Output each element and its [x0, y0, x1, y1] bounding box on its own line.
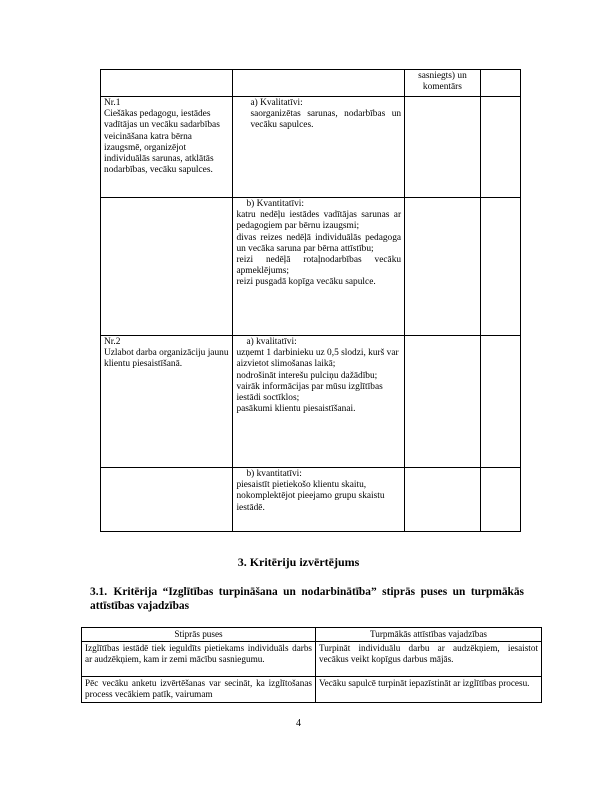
- task-cell: [233, 468, 405, 532]
- table-cell: [405, 336, 481, 468]
- table-cell: Vecāku sapulcē turpināt iepazīstināt ar izglītības procesu.: [316, 677, 542, 703]
- goal-text: Uzlabot darba organizāciju jaunu klientu piesaistīšanā.: [104, 348, 229, 370]
- task-heading: b) kvantitatīvi:: [246, 469, 302, 479]
- task-line: saorganizētas sarunas, nodarbības un vecāku sapulces.: [250, 109, 402, 131]
- column-header: Stiprās puses: [82, 628, 316, 642]
- header-note: sasniegts) un komentārs: [418, 71, 467, 93]
- column-header: Turpmākās attīstības vajadzības: [316, 628, 542, 642]
- table-cell: Izglītības iestādē tiek ieguldīts pietiekams individuāls darbs ar audzēkņiem, kam ir zemi mācību sasniegumu.: [82, 642, 316, 677]
- section-title: 3. Kritēriju izvērtējums: [237, 555, 360, 569]
- table-row: [101, 336, 521, 468]
- table-cell: Turpināt individuālu darbu ar audzēkņiem, iesaistot vecākus veikt kopīgus darbus mājās.: [316, 642, 542, 677]
- task-line: katru nedēļu iestādes vadītājas sarunas ar pedagogiem par bērnu izaugsmi;: [236, 210, 402, 232]
- task-cell: [233, 198, 405, 336]
- task-line: reizi pusgadā kopīga vecāku sapulce.: [236, 277, 376, 288]
- table-cell: [233, 70, 405, 97]
- task-line: nodrošināt interešu pulciņu dažādību;: [236, 370, 378, 381]
- goal-number: Nr.1: [104, 98, 121, 108]
- task-line: vairāk informācijas par mūsu izglītības iestādi soctīklos;: [236, 381, 383, 404]
- table-cell: [101, 70, 233, 97]
- table-cell: [405, 198, 481, 336]
- task-heading: a) kvalitatīvi:: [246, 337, 297, 347]
- table-cell: [480, 70, 520, 97]
- header-note-cell: [405, 70, 481, 97]
- table-row: [101, 468, 521, 532]
- table-cell: [405, 468, 481, 532]
- goals-table: [100, 69, 521, 532]
- table-cell: [480, 198, 520, 336]
- goal-number: Nr.2: [104, 337, 121, 347]
- goal-cell: [101, 198, 233, 336]
- task-line: reizi nedēļā rotaļnodarbības vecāku apmeklējums;: [236, 255, 402, 277]
- table-header-row: [101, 70, 521, 97]
- subsection-number: 3.1.: [90, 586, 108, 598]
- task-line: divas reizes nedēļā individuālās pedagoga un vecāka saruna par bērna attīstību;: [236, 232, 402, 254]
- table-cell: Pēc vecāku anketu izvērtēšanas var secināt, ka izglītošanas process vecākiem patīk, vairumam: [82, 677, 316, 703]
- table-cell: [480, 97, 520, 198]
- goal-text: Ciešākas pedagogu, iestādes vadītājas un vecāku sadarbības veicināšana katra bērna izaugsmē, organizējot individuālās sarunas, atklātās nodarbības, vecāku sapulces.: [104, 109, 220, 176]
- task-cell: [233, 97, 405, 198]
- table-cell: [405, 97, 481, 198]
- table-header-row: [82, 628, 542, 642]
- task-heading: a) Kvalitatīvi:: [250, 98, 303, 108]
- goal-cell: [101, 97, 233, 198]
- subsection-text: Kritērija “Izglītības turpināšana un nodarbinātība” stiprās puses un turpmākās attīstības vajadzības: [90, 586, 524, 612]
- goal-cell: [101, 468, 233, 532]
- goal-cell: [101, 336, 233, 468]
- task-line: uzņemt 1 darbinieku uz 0,5 slodzi, kurš var aizvietot slimošanas laikā;: [236, 348, 399, 370]
- task-cell: [233, 336, 405, 468]
- task-heading: b) Kvantitatīvi:: [246, 199, 304, 209]
- criteria-table: [81, 627, 542, 703]
- table-cell: [480, 468, 520, 532]
- task-line: pasākumi klientu piesaistīšanai.: [236, 404, 356, 415]
- table-row: [82, 677, 542, 703]
- table-cell: [480, 336, 520, 468]
- subsection-title: [90, 585, 524, 613]
- page-number: 4: [296, 718, 301, 729]
- task-line: piesaistīt pietiekošo klientu skaitu, nokomplektējot pieejamo grupu skaistu iestādē.: [236, 480, 385, 513]
- table-row: [82, 642, 542, 677]
- table-row: [101, 97, 521, 198]
- table-row: [101, 198, 521, 336]
